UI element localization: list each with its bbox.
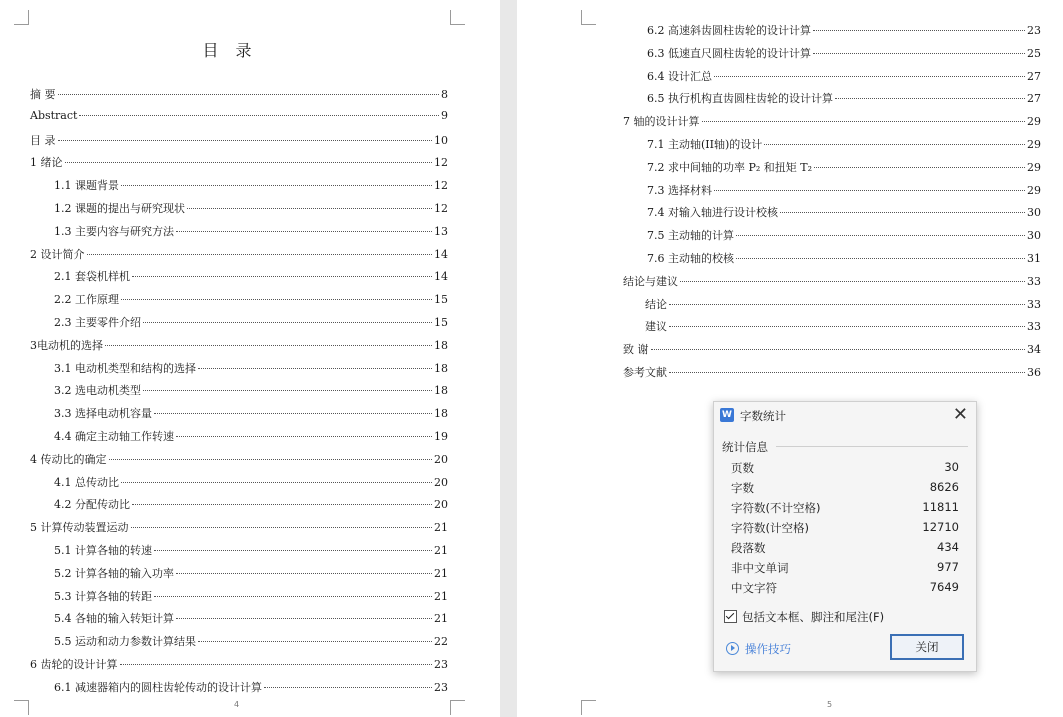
toc-leader-dots (154, 412, 432, 414)
toc-entry-label: 致 谢 (623, 343, 649, 357)
toc-entry-label: 5.5 运动和动力参数计算结果 (54, 635, 196, 649)
toc-entry-page: 33 (1027, 297, 1041, 311)
toc-entry-page: 18 (434, 407, 448, 421)
toc-entry-page: 22 (434, 635, 448, 649)
toc-entry-page: 20 (434, 498, 448, 512)
toc-leader-dots (736, 234, 1025, 236)
toc-leader-dots (176, 435, 432, 437)
toc-entry-page: 29 (1027, 115, 1041, 129)
toc-entry[interactable] (623, 22, 1041, 45)
toc-entry[interactable] (30, 360, 448, 383)
toc-entry[interactable] (623, 113, 1041, 136)
toc-entry[interactable] (30, 519, 448, 542)
close-button[interactable]: 关闭 (890, 634, 964, 660)
stat-value: 30 (944, 460, 959, 474)
toc-entry[interactable] (30, 246, 448, 269)
toc-leader-dots (132, 275, 432, 277)
toc-leader-dots (198, 367, 432, 369)
toc-entry[interactable] (623, 182, 1041, 205)
page-corner-mark (581, 10, 596, 25)
toc-leader-dots (680, 280, 1025, 282)
toc-entry[interactable] (623, 273, 1041, 296)
dialog-title: 字数统计 (740, 409, 786, 423)
toc-leader-dots (120, 663, 433, 665)
toc-leader-dots (187, 207, 432, 209)
toc-entry[interactable] (30, 154, 448, 177)
toc-entry-page: 14 (434, 247, 448, 261)
toc-leader-dots (714, 189, 1025, 191)
toc-entry-label: 3.2 选电动机类型 (54, 384, 141, 398)
stat-key: 字符数(计空格) (731, 521, 809, 535)
toc-entry-label: 1.2 课题的提出与研究现状 (54, 201, 185, 215)
toc-list-left (30, 86, 448, 702)
toc-entry-label: 5.2 计算各轴的输入功率 (54, 566, 174, 580)
toc-entry-label: 结论与建议 (623, 274, 678, 288)
toc-entry[interactable] (623, 204, 1041, 227)
page-corner-mark (450, 10, 465, 25)
toc-entry-label: 5 计算传动装置运动 (30, 521, 129, 535)
toc-entry-label: 4.1 总传动比 (54, 475, 119, 489)
toc-entry-label: 6 齿轮的设计计算 (30, 657, 118, 671)
toc-entry-label: 6.2 高速斜齿圆柱齿轮的设计计算 (647, 24, 811, 37)
toc-entry-label: 1.1 课题背景 (54, 179, 119, 193)
toc-entry[interactable] (30, 496, 448, 519)
toc-leader-dots (109, 458, 433, 460)
toc-leader-dots (264, 686, 432, 688)
toc-entry-label: 1.3 主要内容与研究方法 (54, 224, 174, 238)
toc-entry-label: 4.2 分配传动比 (54, 498, 130, 512)
toc-entry-label: 2.3 主要零件介绍 (54, 315, 141, 329)
toc-leader-dots (121, 184, 432, 186)
toc-entry[interactable] (30, 542, 448, 565)
include-textbox-label[interactable]: 包括文本框、脚注和尾注(F) (742, 610, 885, 624)
stat-value: 11811 (922, 500, 959, 514)
toc-entry-page: 33 (1027, 274, 1041, 288)
toc-leader-dots (154, 549, 432, 551)
toc-leader-dots (198, 640, 432, 642)
toc-entry[interactable] (623, 364, 1041, 387)
stat-row (731, 560, 959, 580)
toc-entry[interactable] (623, 90, 1041, 113)
stat-key: 段落数 (731, 541, 766, 555)
toc-entry-page: 20 (434, 452, 448, 466)
toc-entry-label: 4.4 确定主动轴工作转速 (54, 429, 174, 443)
toc-leader-dots (814, 166, 1025, 168)
toc-entry[interactable] (30, 679, 448, 702)
toc-leader-dots (702, 120, 1026, 122)
stat-value: 7649 (929, 580, 959, 594)
toc-entry-label: 7 轴的设计计算 (623, 115, 700, 129)
toc-leader-dots (132, 503, 432, 505)
toc-entry[interactable] (30, 656, 448, 679)
toc-entry-label: 5.4 各轴的输入转矩计算 (54, 612, 174, 626)
toc-entry-page: 15 (434, 315, 448, 329)
toc-entry-page: 21 (434, 543, 448, 557)
toc-entry-page: 20 (434, 475, 448, 489)
toc-entry-page: 23 (434, 657, 448, 671)
toc-leader-dots (58, 93, 440, 95)
toc-title: 目 录 (202, 41, 258, 60)
toc-entry-page: 27 (1027, 92, 1041, 106)
stats-group-label: 统计信息 (722, 440, 768, 454)
toc-entry[interactable] (30, 86, 448, 109)
toc-entry-label: 7.2 求中间轴的功率 P₂ 和扭矩 T₂ (647, 160, 813, 174)
toc-entry[interactable] (30, 337, 448, 360)
document-page-left (0, 0, 500, 717)
toc-entry-page: 14 (434, 270, 448, 284)
toc-entry-page: 36 (1027, 365, 1041, 379)
toc-entry-page: 19 (434, 429, 448, 443)
page-number: 5 (827, 700, 833, 709)
toc-entry-page: 23 (434, 680, 448, 694)
toc-leader-dots (58, 139, 433, 141)
stat-row (731, 480, 959, 500)
toc-entry-label: 6.5 执行机构直齿圆柱齿轮的设计计算 (647, 92, 833, 106)
toc-leader-dots (835, 97, 1025, 99)
toc-entry-page: 34 (1027, 343, 1041, 357)
toc-entry-page: 21 (434, 612, 448, 626)
stat-value: 8626 (929, 480, 959, 494)
toc-leader-dots (105, 344, 432, 346)
stat-value: 434 (937, 540, 959, 554)
toc-entry-label: 建议 (645, 320, 667, 334)
stat-key: 字数 (731, 481, 754, 495)
toc-entry[interactable] (30, 291, 448, 314)
toc-list-right (623, 22, 1041, 387)
toc-entry-label: 摘 要 (30, 88, 56, 101)
page-number: 4 (234, 700, 240, 709)
toc-entry-label: 7.3 选择材料 (647, 183, 712, 197)
toc-entry[interactable] (30, 610, 448, 633)
toc-entry-label: 2.2 工作原理 (54, 293, 119, 307)
toc-leader-dots (87, 253, 433, 255)
toc-leader-dots (143, 389, 432, 391)
toc-entry[interactable] (623, 159, 1041, 182)
toc-entry-page: 18 (434, 338, 448, 352)
toc-entry[interactable] (30, 109, 448, 132)
toc-entry[interactable] (30, 474, 448, 497)
stat-key: 字符数(不计空格) (731, 501, 821, 515)
toc-leader-dots (780, 211, 1025, 213)
toc-entry-label: 5.1 计算各轴的转速 (54, 543, 152, 557)
toc-leader-dots (176, 617, 432, 619)
toc-leader-dots (764, 143, 1025, 145)
toc-leader-dots (813, 52, 1025, 54)
page-corner-mark (581, 700, 596, 715)
toc-entry-label: 7.6 主动轴的校核 (647, 251, 734, 265)
dialog-titlebar[interactable] (714, 402, 976, 428)
toc-leader-dots (154, 595, 432, 597)
toc-entry-page: 27 (1027, 69, 1041, 83)
toc-entry-label: 7.1 主动轴(II轴)的设计 (647, 137, 763, 151)
toc-entry[interactable] (30, 382, 448, 405)
toc-entry[interactable] (623, 341, 1041, 364)
toc-entry-label: 2.1 套袋机样机 (54, 270, 130, 284)
toc-entry-page: 31 (1027, 251, 1041, 265)
toc-entry-page: 23 (1027, 24, 1041, 37)
toc-entry-page: 12 (434, 156, 448, 170)
toc-entry[interactable] (623, 250, 1041, 273)
stat-key: 非中文单词 (731, 561, 789, 575)
toc-entry[interactable] (30, 451, 448, 474)
toc-leader-dots (651, 348, 1026, 350)
toc-entry[interactable] (30, 405, 448, 428)
toc-leader-dots (65, 161, 433, 163)
toc-leader-dots (121, 298, 432, 300)
toc-entry-page: 21 (434, 521, 448, 535)
toc-entry-page: 21 (434, 566, 448, 580)
toc-entry-label: 7.5 主动轴的计算 (647, 229, 734, 243)
toc-entry[interactable] (30, 132, 448, 155)
toc-entry-page: 29 (1027, 137, 1041, 151)
toc-entry-label: 6.4 设计汇总 (647, 69, 712, 83)
toc-entry-label: 结论 (645, 297, 667, 311)
toc-leader-dots (813, 29, 1025, 31)
toc-leader-dots (714, 75, 1025, 77)
toc-entry[interactable] (623, 227, 1041, 250)
toc-leader-dots (121, 481, 432, 483)
toc-entry[interactable] (623, 318, 1041, 341)
toc-entry-page: 8 (441, 88, 448, 101)
tips-link[interactable]: 操作技巧 (745, 642, 791, 656)
toc-entry[interactable] (30, 565, 448, 588)
toc-entry-page: 18 (434, 361, 448, 375)
toc-leader-dots (669, 303, 1025, 305)
toc-entry-page: 30 (1027, 206, 1041, 220)
toc-leader-dots (143, 321, 432, 323)
toc-entry[interactable] (623, 45, 1041, 68)
stat-key: 页数 (731, 461, 754, 475)
toc-entry-label: Abstract (30, 108, 78, 122)
toc-leader-dots (176, 572, 432, 574)
toc-entry-page: 25 (1027, 46, 1041, 60)
toc-entry[interactable] (623, 68, 1041, 91)
stat-row (731, 520, 959, 540)
page-corner-mark (450, 700, 465, 715)
toc-entry[interactable] (623, 136, 1041, 159)
toc-entry-label: 6.3 低速直尺圆柱齿轮的设计计算 (647, 46, 811, 60)
toc-leader-dots (669, 325, 1025, 327)
toc-entry-label: 参考文献 (623, 365, 667, 379)
toc-leader-dots (131, 526, 433, 528)
toc-entry-label: 3电动机的选择 (30, 338, 103, 352)
toc-entry-page: 12 (434, 179, 448, 193)
close-icon[interactable]: ✕ (952, 404, 968, 425)
stat-row (731, 540, 959, 560)
toc-entry[interactable] (30, 314, 448, 337)
toc-entry[interactable] (30, 588, 448, 611)
toc-entry[interactable] (30, 268, 448, 291)
stat-row (731, 460, 959, 480)
toc-entry-label: 7.4 对输入轴进行设计校核 (647, 206, 778, 220)
toc-entry-page: 33 (1027, 320, 1041, 334)
toc-entry-label: 1 绪论 (30, 156, 63, 170)
stat-value: 12710 (922, 520, 959, 534)
toc-entry-page: 12 (434, 201, 448, 215)
toc-entry-page: 18 (434, 384, 448, 398)
wps-writer-icon: W (720, 408, 734, 422)
play-circle-icon[interactable] (726, 642, 739, 655)
toc-entry-page: 10 (434, 133, 448, 147)
toc-entry[interactable] (30, 633, 448, 656)
include-textbox-checkbox[interactable] (724, 610, 737, 623)
toc-entry-page: 30 (1027, 229, 1041, 243)
toc-entry-label: 目 录 (30, 133, 56, 147)
stat-row (731, 580, 959, 600)
stat-key: 中文字符 (731, 581, 777, 595)
page-corner-mark (14, 10, 29, 25)
toc-entry[interactable] (623, 296, 1041, 319)
toc-entry-label: 3.1 电动机类型和结构的选择 (54, 361, 196, 375)
toc-entry-page: 21 (434, 589, 448, 603)
toc-entry-page: 29 (1027, 183, 1041, 197)
toc-entry-label: 6.1 减速器箱内的圆柱齿轮传动的设计计算 (54, 680, 262, 694)
toc-leader-dots (736, 257, 1025, 259)
word-count-dialog (713, 401, 977, 672)
toc-leader-dots (79, 114, 439, 116)
toc-entry-label: 5.3 计算各轴的转距 (54, 589, 152, 603)
toc-entry-page: 9 (441, 108, 448, 122)
stat-row (731, 500, 959, 520)
toc-leader-dots (176, 230, 432, 232)
toc-leader-dots (669, 371, 1025, 373)
toc-entry[interactable] (30, 223, 448, 246)
toc-entry[interactable] (30, 428, 448, 451)
toc-entry-page: 13 (434, 224, 448, 238)
toc-entry[interactable] (30, 177, 448, 200)
page-corner-mark (14, 700, 29, 715)
toc-entry-label: 4 传动比的确定 (30, 452, 107, 466)
toc-entry-label: 2 设计简介 (30, 247, 85, 261)
toc-entry-page: 29 (1027, 160, 1041, 174)
toc-entry-page: 15 (434, 293, 448, 307)
stat-value: 977 (937, 560, 959, 574)
toc-entry[interactable] (30, 200, 448, 223)
group-divider (776, 446, 968, 447)
toc-entry-label: 3.3 选择电动机容量 (54, 407, 152, 421)
